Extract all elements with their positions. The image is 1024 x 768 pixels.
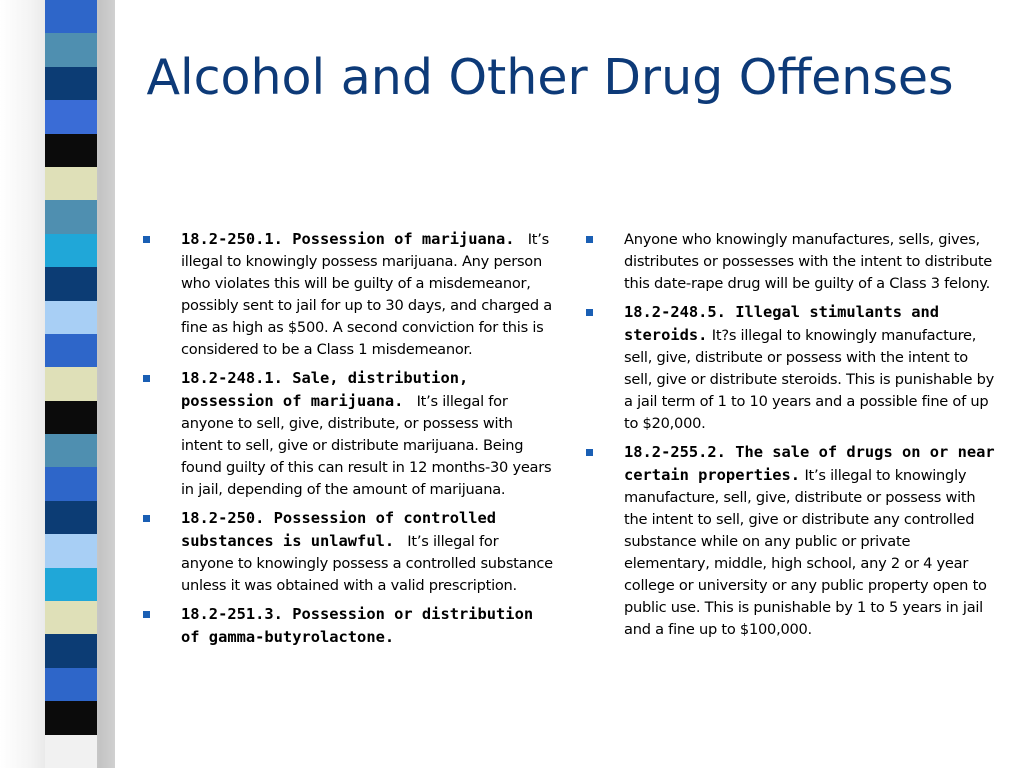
- stripe-column: [45, 0, 97, 768]
- stripe-block: [45, 668, 97, 702]
- bullet-item: [143, 603, 553, 649]
- stripe-block: [45, 334, 97, 368]
- statute-heading: 18.2-251.3. Possession or distribution of gamma-butyrolactone.: [181, 605, 534, 646]
- stripe-block: [45, 167, 97, 201]
- bullet-item: [143, 228, 553, 361]
- stripe-block: [45, 0, 97, 34]
- bullet-item: [586, 441, 998, 641]
- bullet-item: [143, 367, 553, 501]
- stripe-block: [45, 401, 97, 435]
- stripe-block: [45, 301, 97, 335]
- square-bullet-icon: [586, 309, 593, 316]
- slide-title: Alcohol and Other Drug Offenses: [146, 49, 954, 106]
- square-bullet-icon: [586, 449, 593, 456]
- square-bullet-icon: [143, 375, 150, 382]
- stripe-block: [45, 33, 97, 67]
- left-decorative-band: [0, 0, 115, 768]
- statute-body: It’s illegal to knowingly manufacture, sell, give, distribute or possess with the intent to sell, give or distribute any controlled substance while on any public or private elementary, middle, high school, any 2 or 4 year college or university or any public property open to public use. This is punishable by 1 to 5 years in jail and a fine up to $100,000.: [624, 467, 987, 638]
- right-bullet-column: [586, 228, 998, 647]
- square-bullet-icon: [586, 236, 593, 243]
- statute-heading: 18.2-248.1. Sale, distribution, possession of marijuana.: [181, 369, 469, 410]
- stripe-block: [45, 634, 97, 668]
- stripe-block: [45, 434, 97, 468]
- statute-heading: 18.2-250.1. Possession of marijuana.: [181, 230, 515, 248]
- statute-heading: 18.2-255.2. The sale of drugs on or near certain properties.: [624, 443, 995, 484]
- bullet-item: [586, 228, 998, 295]
- square-bullet-icon: [143, 236, 150, 243]
- stripe-block: [45, 601, 97, 635]
- left-bullet-column: [143, 228, 553, 655]
- stripe-block: [45, 367, 97, 401]
- bullet-item: [143, 507, 553, 597]
- stripe-block: [45, 568, 97, 602]
- statute-body: It’s illegal to knowingly possess marijuana. Any person who violates this will be guilty of a misdemeanor, possibly sent to jail for up to 30 days, and charged a fine as high as $500. A second conviction for this is considered to be a Class 1 misdemeanor.: [181, 231, 552, 358]
- bullet-item: [586, 301, 998, 435]
- stripe-block: [45, 134, 97, 168]
- square-bullet-icon: [143, 515, 150, 522]
- statute-heading: 18.2-250. Possession of controlled substances is unlawful.: [181, 509, 497, 550]
- statute-body: It’s illegal for anyone to sell, give, distribute, or possess with intent to sell, give or distribute marijuana. Being found guilty of this can result in 12 months-30 years in jail, depending of the amount of marijuana.: [181, 393, 552, 498]
- statute-body: Anyone who knowingly manufactures, sells, gives, distributes or possesses with the intent to distribute this date-rape drug will be guilty of a Class 3 felony.: [624, 231, 993, 292]
- stripe-block: [45, 501, 97, 535]
- stripe-block: [45, 701, 97, 735]
- stripe-block: [45, 100, 97, 134]
- stripe-block: [45, 534, 97, 568]
- square-bullet-icon: [143, 611, 150, 618]
- statute-body: It?s illegal to knowingly manufacture, sell, give, distribute or possess with the intent to sell, give or distribute steroids. This is punishable by a jail term of 1 to 10 years and a possible fine of up to $20,000.: [624, 327, 994, 432]
- statute-heading: 18.2-248.5. Illegal stimulants and steroids.: [624, 303, 940, 344]
- stripe-block: [45, 267, 97, 301]
- stripe-block: [45, 200, 97, 234]
- stripe-block: [45, 735, 97, 768]
- statute-body: It’s illegal for anyone to knowingly possess a controlled substance unless it was obtained with a valid prescription.: [181, 533, 553, 594]
- stripe-block: [45, 67, 97, 101]
- stripe-block: [45, 234, 97, 268]
- stripe-block: [45, 467, 97, 501]
